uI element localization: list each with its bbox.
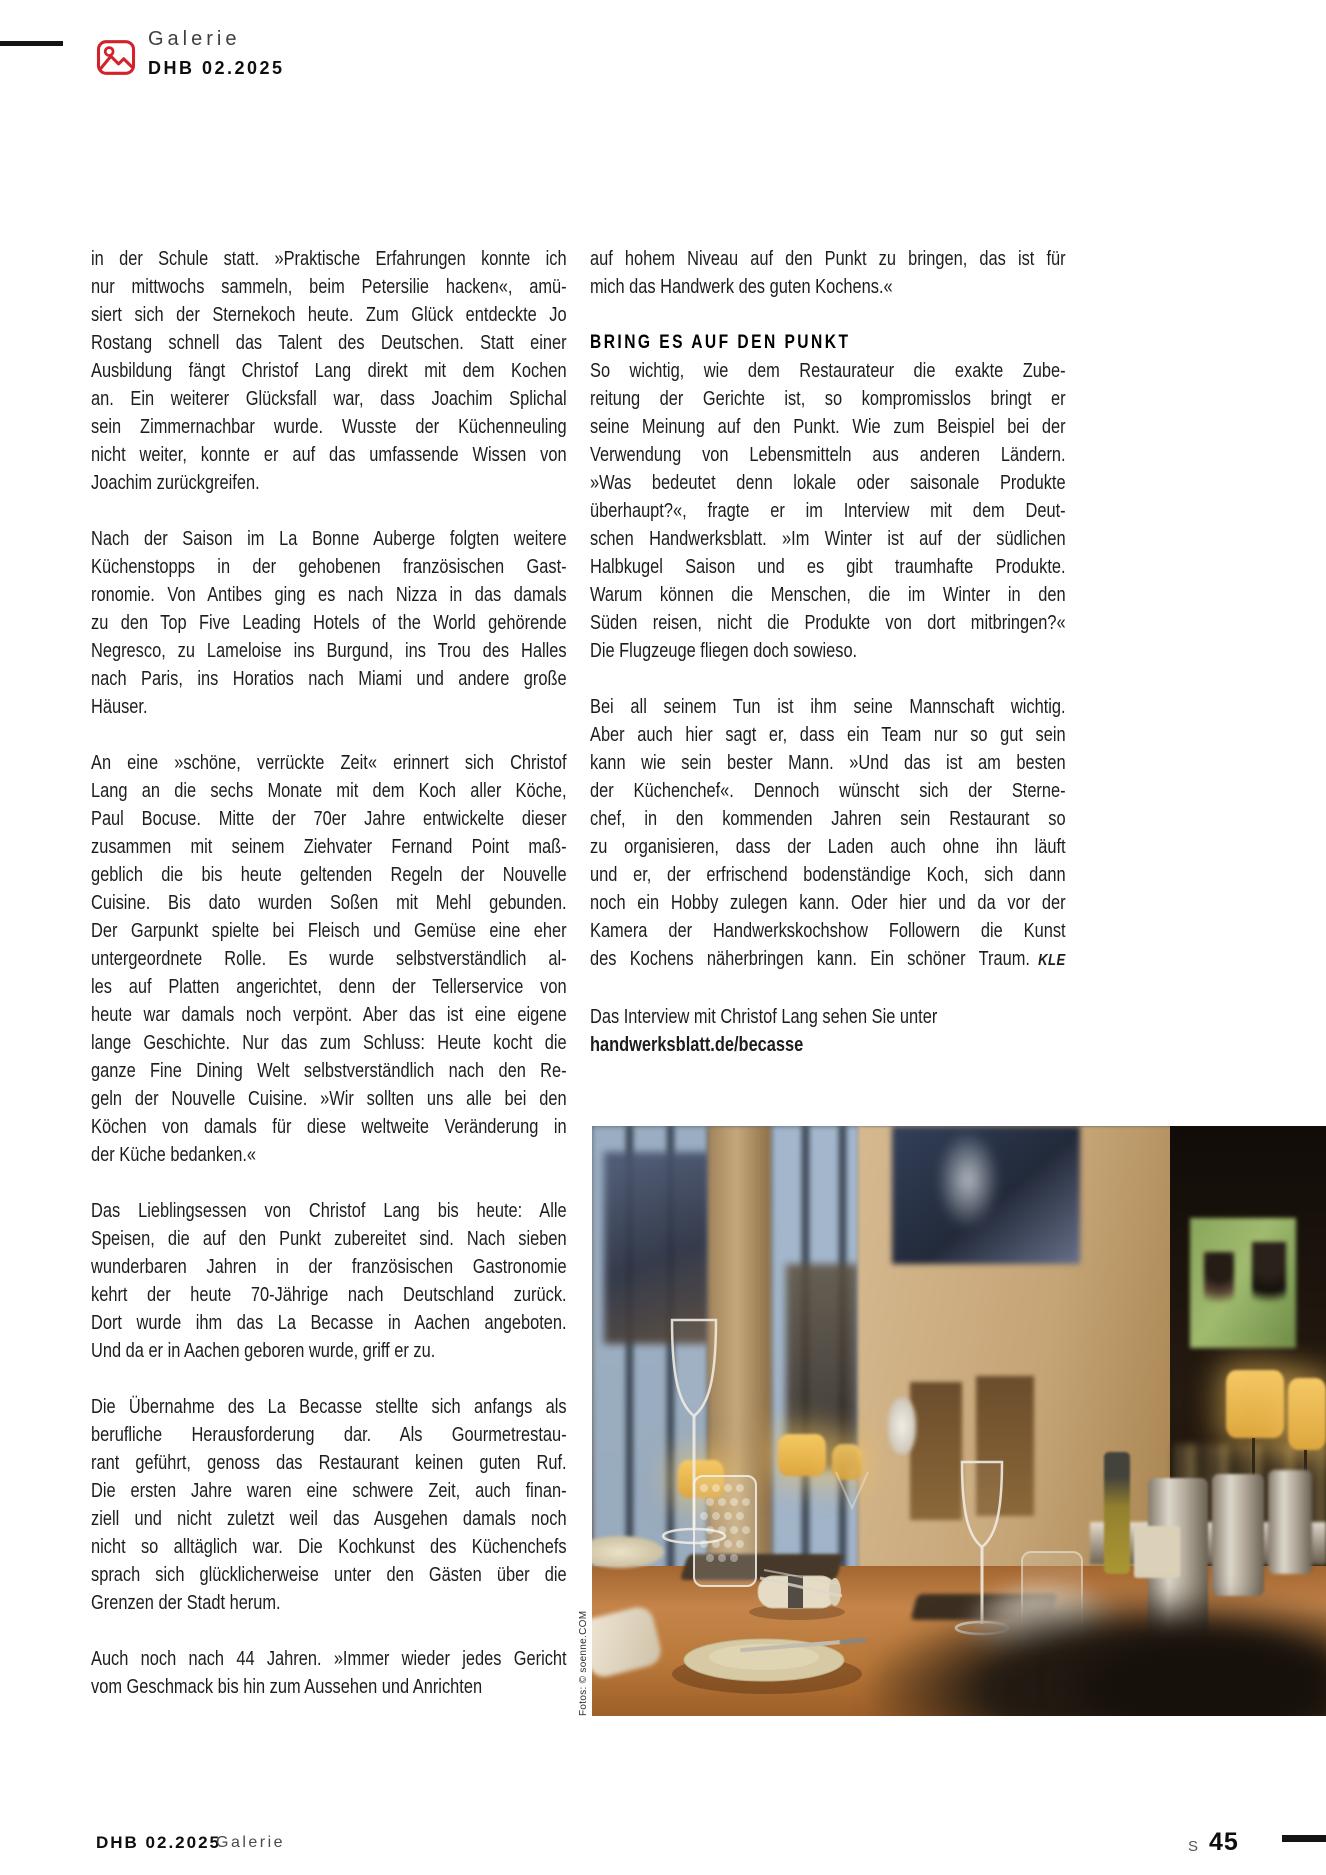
text-line: mich das Handwerk des guten Kochens.« (590, 276, 893, 298)
text-line: Das Interview mit Christof Lang sehen Sie unter (590, 1006, 938, 1028)
text-line: der Küche bedanken.« (91, 1144, 257, 1166)
text-line: an. Ein weiterer Glücksfall war, dass Joachim Splichal (91, 388, 567, 410)
paragraph (91, 1197, 567, 1365)
author-initials: KLE (1038, 952, 1066, 969)
text-line: zu organisieren, dass der Laden auch ohne ihn läuft (590, 836, 1066, 858)
text-line: Grenzen der Stadt herum. (91, 1592, 281, 1614)
paragraph (590, 693, 1066, 975)
text-line: Rostang schnell das Talent des Deutschen. Statt einer (91, 332, 567, 354)
text-line: überhaupt?«, fragte er im Interview mit dem Deut- (590, 500, 1066, 522)
page-number: 45 (1209, 1828, 1239, 1856)
article-url: handwerksblatt.de/becasse (590, 1034, 804, 1056)
text-line: schen Handwerksblatt. »Im Winter ist auf der südlichen (590, 528, 1066, 550)
text-line: Kamera der Handwerkskochshow Followern die Kunst (590, 920, 1066, 942)
text-line: Köchen von damals für diese weltweite Veränderung in (91, 1116, 567, 1138)
text-line: Aber auch hier sagt er, dass ein Team nur so gut sein (590, 724, 1066, 746)
text-line: Der Garpunkt spielte bei Fleisch und Gemüse eine eher (91, 920, 567, 942)
text-line: Ausbildung fängt Christof Lang direkt mit dem Kochen (91, 360, 567, 382)
footer-rule (1282, 1835, 1326, 1842)
text-line: Joachim zurückgreifen. (91, 472, 260, 494)
text-line: Speisen, die auf den Punkt zubereitet sind. Nach sieben (91, 1228, 567, 1250)
text-line: Die ersten Jahre waren eine schwere Zeit, auch finan- (91, 1480, 567, 1502)
restaurant-photo (592, 1126, 1326, 1716)
text-line: seine Meinung auf den Punkt. Wie zum Beispiel bei der (590, 416, 1066, 438)
text-line: Cuisine. Bis dato wurden Soßen mit Mehl gebunden. (91, 892, 567, 914)
text-line: chef, in den kommenden Jahren sein Restaurant so (590, 808, 1066, 830)
text-line: Süden reisen, nicht die Produkte von dort mitbringen?« (590, 612, 1066, 634)
text-line: in der Schule statt. »Praktische Erfahrungen konnte ich (91, 248, 567, 270)
text-line: berufliche Herausforderung dar. Als Gourmetrestau- (91, 1424, 567, 1446)
text-line: heute war damals noch verpönt. Aber das ist eine eigene (91, 1004, 567, 1026)
text-line: sprach sich glücklicherweise unter den Gästen über die (91, 1564, 567, 1586)
text-line: Lang an die sechs Monate mit dem Koch aller Köche, (91, 780, 567, 802)
paragraph (91, 1645, 567, 1701)
text-line: reitung der Gerichte ist, so kompromisslos bringt er (590, 388, 1066, 410)
text-line: Das Lieblingsessen von Christof Lang bis heute: Alle (91, 1200, 567, 1222)
text-line: lange Geschichte. Nur das zum Schluss: Heute kocht die (91, 1032, 567, 1054)
text-line: nur mittwochs sammeln, beim Petersilie hacken«, amü- (91, 276, 567, 298)
text-line: nicht weiter, konnte er auf das umfassende Wissen von (91, 444, 567, 466)
text-line: kann wie sein bester Mann. »Und das ist am besten (590, 752, 1066, 774)
section-label: Galerie (148, 28, 241, 50)
text-line: Und da er in Aachen geboren wurde, griff er zu. (91, 1340, 436, 1362)
text-line: Warum können die Menschen, die im Winter in den (590, 584, 1066, 606)
text-line: noch ein Hobby zulegen kann. Oder hier und da vor der (590, 892, 1066, 914)
text-line: Paul Bocuse. Mitte der 70er Jahre entwickelte dieser (91, 808, 567, 830)
text-line: So wichtig, wie dem Restaurateur die exakte Zube- (590, 360, 1066, 382)
text-line: siert sich der Sternekoch heute. Zum Glück entdeckte Jo (91, 304, 567, 326)
issue-label: DHB 02.2025 (148, 58, 285, 78)
paragraph (91, 525, 567, 721)
paragraph (91, 245, 567, 497)
paragraph (590, 245, 1066, 301)
paragraph (590, 357, 1066, 665)
footer-issue: DHB 02.2025 (96, 1833, 222, 1852)
text-line: Die Übernahme des La Becasse stellte sich anfangs als (91, 1396, 567, 1418)
text-line: sein Zimmernachbar wurde. Wusste der Küchenneuling (91, 416, 567, 438)
text-line: auf hohem Niveau auf den Punkt zu bringen, das ist für (590, 248, 1066, 270)
text-line: vom Geschmack bis hin zum Aussehen und Anrichten (91, 1676, 483, 1698)
text-line: nach Paris, ins Horatios nach Miami und andere große (91, 668, 567, 690)
top-rule (0, 41, 63, 46)
text-line: Negresco, zu Lameloise ins Burgund, ins Trou des Halles (91, 640, 567, 662)
text-line: wunderbaren Jahren in der französischen Gastronomie (91, 1256, 567, 1278)
text-line: der Küchenchef«. Dennoch wünscht sich der Sterne- (590, 780, 1066, 802)
foreground-blur (1062, 1631, 1326, 1716)
text-line: Dort wurde ihm das La Becasse in Aachen angeboten. (91, 1312, 567, 1334)
text-line: rant geführt, genoss das Restaurant keinen guten Ruf. (91, 1452, 567, 1474)
text-line: Bei all seinem Tun ist ihm seine Mannschaft wichtig. (590, 696, 1066, 718)
photo-credit: Fotos: © soenne.COM (578, 1610, 589, 1716)
text-line: untergeordnete Rolle. Es wurde selbstverständlich al- (91, 948, 567, 970)
right-column (590, 245, 1066, 1087)
paragraph (91, 1393, 567, 1617)
paragraph (590, 1003, 1066, 1059)
text-line: ronomie. Von Antibes ging es nach Nizza in das damals (91, 584, 567, 606)
text-line: Die Flugzeuge fliegen doch sowieso. (590, 640, 858, 662)
text-line: geblich die bis heute geltenden Regeln der Nouvelle (91, 864, 567, 886)
text-line: ganze Fine Dining Welt selbstverständlich nach den Re- (91, 1060, 567, 1082)
section-heading: BRING ES AUF DEN PUNKT (590, 332, 851, 353)
text-line: des Kochens näherbringen kann. Ein schöner Traum. KLE (590, 948, 1066, 970)
text-line: ziell und nicht zuletzt weil das Ausgehen damals noch (91, 1508, 567, 1530)
picture-icon (95, 37, 137, 78)
footer-section: Galerie (216, 1834, 286, 1851)
text-line: Verwendung von Lebensmitteln aus anderen Ländern. (590, 444, 1066, 466)
text-line: und er, der erfrischend bodenständige Koch, sich dann (590, 864, 1066, 886)
text-line: Halbkugel Saison und es gibt traumhafte Produkte. (590, 556, 1066, 578)
text-line: kehrt der heute 70-Jährige nach Deutschland zurück. (91, 1284, 567, 1306)
text-line: nicht so alltäglich war. Die Kochkunst des Küchenchefs (91, 1536, 567, 1558)
text-line: An eine »schöne, verrückte Zeit« erinnert sich Christof (91, 752, 567, 774)
text-line: Küchenstopps in der gehobenen französischen Gast- (91, 556, 567, 578)
text-line: geln der Nouvelle Cuisine. »Wir sollten uns alle bei den (91, 1088, 567, 1110)
paragraph (91, 749, 567, 1169)
text-line: Auch noch nach 44 Jahren. »Immer wieder jedes Gericht (91, 1648, 567, 1670)
page-number-prefix: S (1188, 1838, 1199, 1855)
left-column (91, 245, 567, 1729)
text-line: »Was bedeutet denn lokale oder saisonale Produkte (590, 472, 1066, 494)
text-line: zusammen mit seinem Ziehvater Fernand Point maß- (91, 836, 567, 858)
text-line: Nach der Saison im La Bonne Auberge folgten weitere (91, 528, 567, 550)
text-line: zu den Top Five Leading Hotels of the World gehörende (91, 612, 567, 634)
text-line: Häuser. (91, 696, 148, 718)
text-line: les auf Platten angerichtet, denn der Tellerservice von (91, 976, 567, 998)
